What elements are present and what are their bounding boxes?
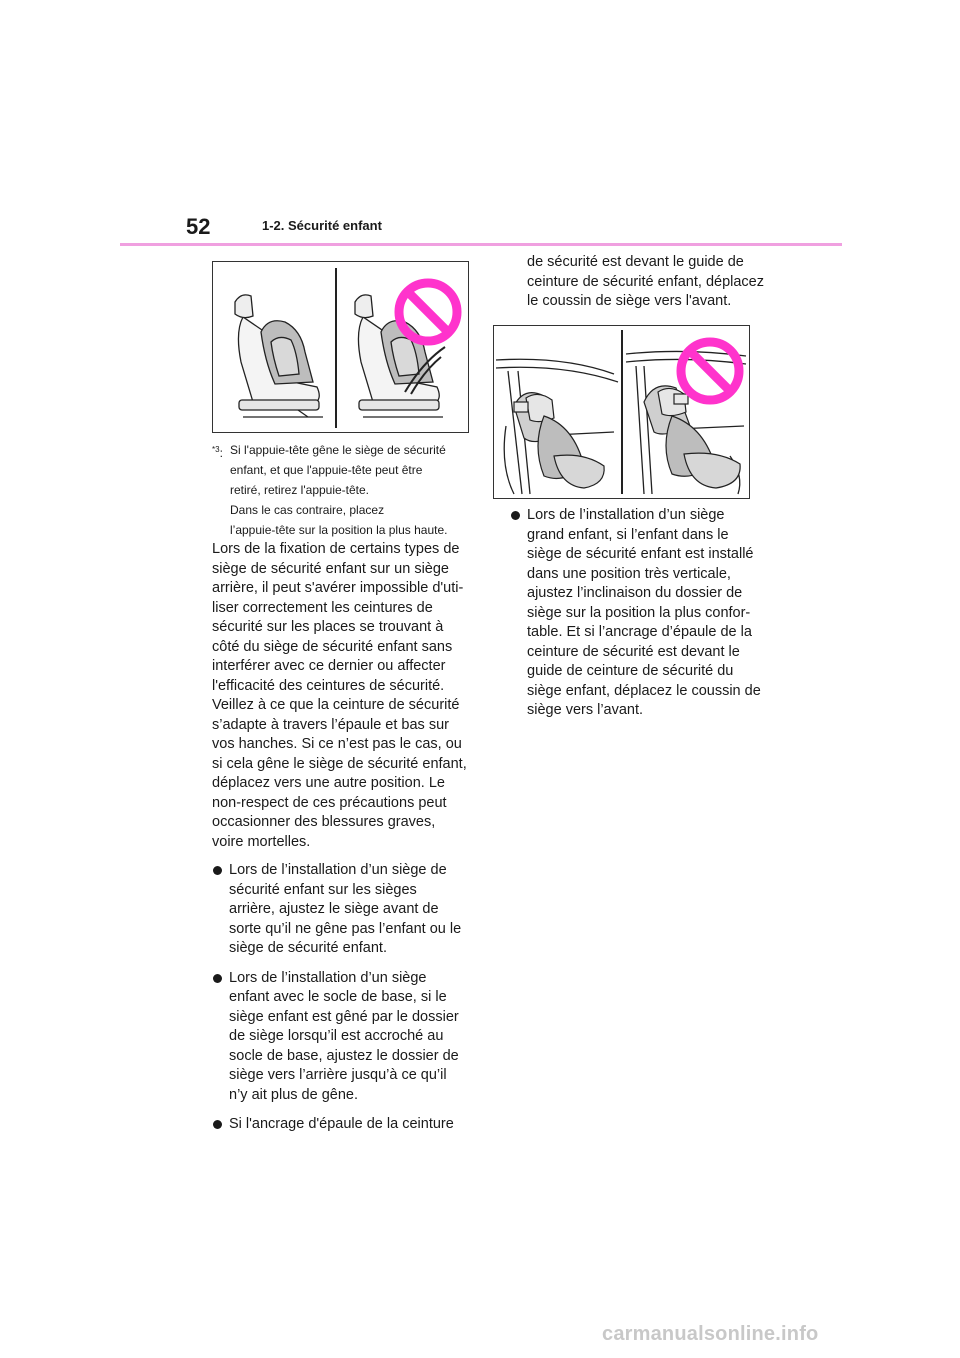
text-line: Lors de l’installation d’un siège [527, 507, 725, 523]
text-line: Lors de l’installation d’un siège de [229, 862, 447, 878]
text-line: siège de sécurité enfant. [229, 940, 387, 956]
header-rule [120, 243, 842, 246]
bullet-item [212, 861, 482, 959]
footnote [212, 440, 474, 540]
text-line: socle de base, ajustez le dossier de [229, 1047, 459, 1064]
text-line: Veillez à ce que la ceinture de sécurité [212, 697, 460, 713]
text-line: déplacez vers une autre position. Le [212, 775, 445, 791]
text-line: de sécurité est devant le guide de [527, 254, 744, 270]
right-column-bullets [510, 506, 760, 721]
text-line: Si l'ancrage d'épaule de la ceinture [229, 1116, 454, 1132]
text-line: non-respect de ces précautions peut [212, 794, 447, 811]
footnote-line: l’appuie-tête sur la position la plus haute. [230, 523, 448, 537]
right-column [510, 253, 764, 312]
bullet-item [510, 506, 760, 721]
text-line: ceinture de sécurité enfant, déplacez [527, 273, 764, 290]
text-line: table. Et si l’ancrage d’épaule de la [527, 624, 752, 640]
text-line: siège vers l’arrière jusqu’à ce qu’il [229, 1067, 447, 1083]
text-line: si cela gêne le siège de sécurité enfant, [212, 755, 467, 772]
text-line: sécurité enfant sur les sièges [229, 881, 417, 898]
text-line: siège de sécurité enfant est installé [527, 546, 754, 562]
text-line: s’adapte à travers l’épaule et bas sur [212, 716, 449, 733]
text-line: siège enfant est gêné par le dossier [229, 1008, 459, 1025]
prohibited-icon [399, 283, 457, 341]
text-line: dans une position très verticale, [527, 565, 731, 582]
text-line: voire mortelles. [212, 833, 311, 850]
bullet-continuation [510, 253, 764, 312]
text-line: occasionner des blessures graves, [212, 814, 436, 830]
text-line: côté du siège de sécurité enfant sans [212, 638, 453, 655]
text-line: siège sur la position la plus confor- [527, 604, 751, 621]
text-line: ceinture de sécurité est devant le [527, 643, 740, 660]
text-line: siège de sécurité enfant sur un siège [212, 560, 449, 577]
seat-headrest-illustration [213, 262, 468, 432]
text-line: arrière, il peut s'avérer impossible d'uti- [212, 580, 464, 596]
figure-booster-seat [493, 325, 750, 499]
section-title: 1-2. Sécurité enfant [262, 218, 382, 233]
figure-seat-headrest [212, 261, 469, 433]
text-line: Lors de l’installation d’un siège [229, 969, 427, 986]
page-number: 52 [186, 214, 211, 239]
bullet-item [212, 1115, 482, 1135]
watermark: carmanualsonline.info [602, 1323, 819, 1345]
left-column [212, 540, 482, 1135]
text-line: siège vers l’avant. [527, 702, 644, 718]
booster-seat-illustration [494, 326, 749, 498]
footnote-line: Si l'appuie-tête gêne le siège de sécurité [230, 443, 446, 457]
text-line: le coussin de siège vers l'avant. [527, 293, 732, 309]
text-line: siège enfant, déplacez le coussin de [527, 682, 761, 699]
text-line: liser correctement les ceintures de [212, 599, 433, 616]
text-line: vos hanches. Si ce n’est pas le cas, ou [212, 736, 462, 752]
paragraph [212, 540, 482, 852]
footnote-marker: $^{*3}$: [212, 445, 223, 460]
text-line: interférer avec ce dernier ou affecter [212, 658, 446, 674]
text-line: arrière, ajustez le siège avant de [229, 901, 439, 917]
text-line: de siège lorsqu’il est accroché au [229, 1028, 444, 1044]
text-line: grand enfant, si l’enfant dans le [527, 526, 729, 543]
bullet-item [212, 969, 482, 1106]
footnote-line: retiré, retirez l'appuie-tête. [230, 483, 370, 497]
text-line: ajustez l’inclinaison du dossier de [527, 585, 743, 601]
footnote-line: enfant, et que l'appuie-tête peut être [230, 463, 423, 477]
text-line: l'efficacité des ceintures de sécurité. [212, 677, 445, 694]
text-line: n’y ait plus de gêne. [229, 1086, 358, 1103]
footnote-line: Dans le cas contraire, placez [230, 503, 385, 517]
text-line: sécurité sur les places se trouvant à [212, 619, 444, 635]
text-line: guide de ceinture de sécurité du [527, 663, 734, 679]
prohibited-icon [681, 342, 739, 400]
text-line: Lors de la fixation de certains types de [212, 541, 460, 557]
text-line: enfant avec le socle de base, si le [229, 989, 447, 1005]
text-line: sorte qu’il ne gêne pas l’enfant ou le [229, 920, 462, 937]
